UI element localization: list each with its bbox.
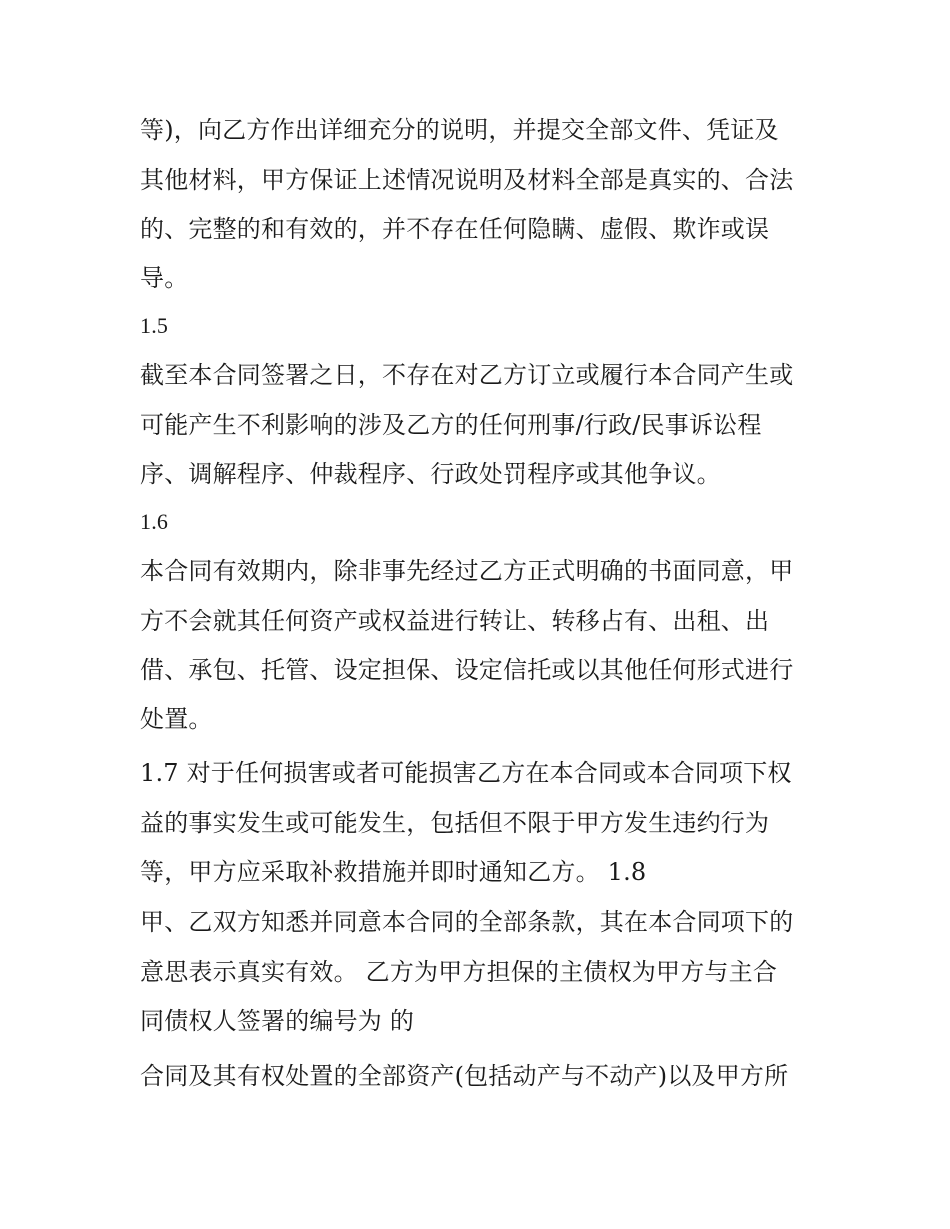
text-line: 处置。 [140,705,213,733]
clause-number: 1.6 [140,509,169,534]
text-line: 甲、乙双方知悉并同意本合同的全部条款，其在本合同项下的 [140,908,794,936]
text-line: 方不会就其任何资产或权益进行转让、转移占有、出租、出 [140,607,770,635]
text-line: 等，甲方应采取补救措施并即时通知乙方。 1.8 [140,858,647,886]
text-line: 截至本合同签署之日，不存在对乙方订立或履行本合同产生或 [140,361,794,389]
text-line: 本合同有效期内，除非事先经过乙方正式明确的书面同意，甲 [140,557,794,585]
text-line: 同债权人签署的编号为 的 [140,1007,415,1035]
clause-number: 1.5 [140,313,169,338]
text-line: 益的事实发生或可能发生，包括但不限于甲方发生违约行为 [140,809,770,837]
text-line: 可能产生不利影响的涉及乙方的任何刑事/行政/民事诉讼程 [140,411,762,439]
text-line: 合同及其有权处置的全部资产(包括动产与不动产)以及甲方所 [140,1062,789,1090]
text-line: 意思表示真实有效。 乙方为甲方担保的主债权为甲方与主合 [140,958,778,986]
text-line: 借、承包、托管、设定担保、设定信托或以其他任何形式进行 [140,656,794,684]
text-line: 其他材料，甲方保证上述情况说明及材料全部是真实的、合法 [140,166,794,194]
text-line: 等)，向乙方作出详细充分的说明，并提交全部文件、凭证及 [140,116,779,144]
text-line: 1.7 对于任何损害或者可能损害乙方在本合同或本合同项下权 [140,759,792,787]
text-line: 的、完整的和有效的，并不存在任何隐瞒、虚假、欺诈或误 [140,215,770,243]
text-line: 序、调解程序、仲裁程序、行政处罚程序或其他争议。 [140,460,721,488]
text-line: 导。 [140,264,189,292]
